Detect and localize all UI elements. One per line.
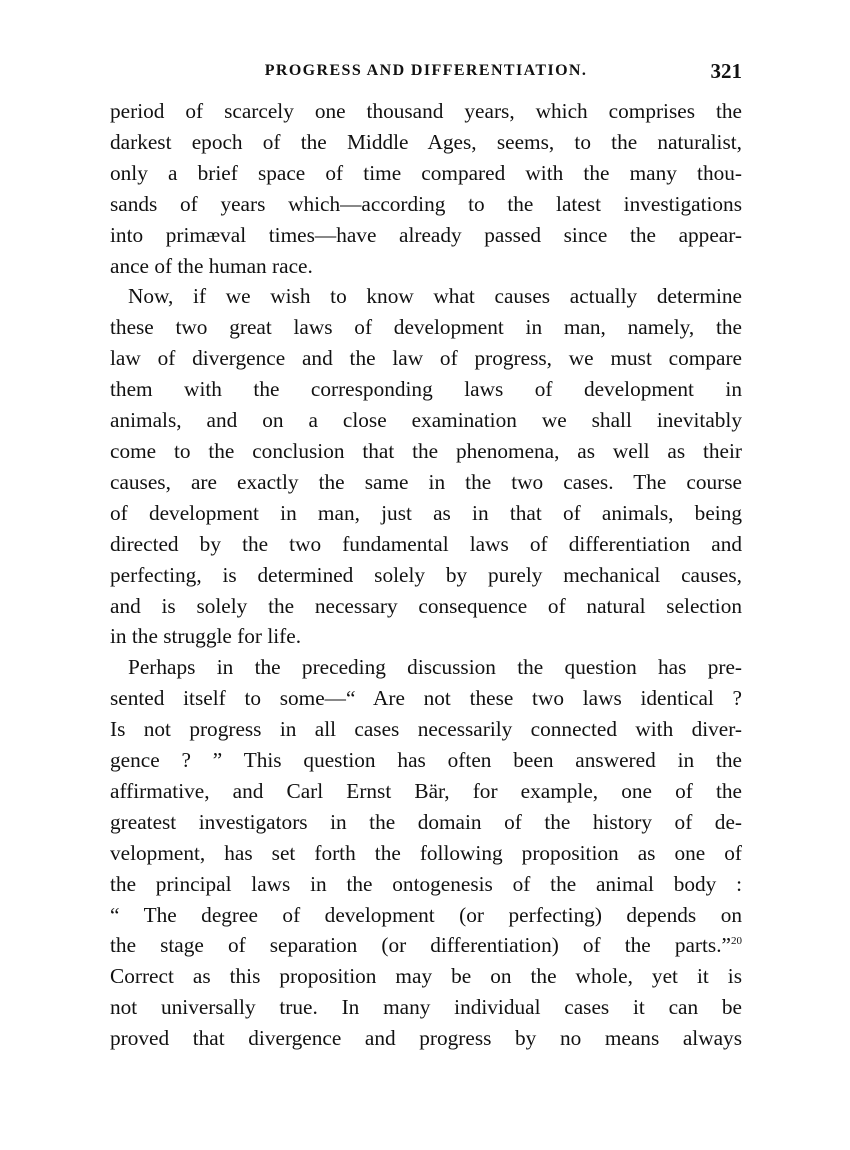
- paragraph-2: [110, 281, 742, 652]
- text-line: directed by the two fundamental laws of differentiation and: [110, 531, 742, 556]
- book-page: [110, 58, 742, 1054]
- text-line: of development in man, just as in that of animals, being: [110, 500, 742, 525]
- text-line: greatest investigators in the domain of the history of de-: [110, 809, 742, 834]
- text-line: period of scarcely one thousand years, which comprises the: [110, 99, 742, 123]
- text-line: Now, if we wish to know what causes actually determine: [128, 284, 742, 309]
- text-line: perfecting, is determined solely by purely mechanical causes,: [110, 562, 742, 587]
- footnote-reference: 20: [731, 935, 742, 948]
- text-line: them with the corresponding laws of development in: [110, 377, 742, 402]
- text-line: Correct as this proposition may be on the whole, yet it is: [110, 964, 742, 989]
- text-line: gence ? ” This question has often been answered in the: [110, 748, 742, 773]
- text-line: ance of the human race.: [110, 253, 313, 278]
- text-line: and is solely the necessary consequence of natural selection: [110, 593, 742, 618]
- text-line: only a brief space of time compared with the many thou-: [110, 160, 742, 185]
- text-line: velopment, has set forth the following proposition as one of: [110, 840, 742, 865]
- page-number: 321: [710, 59, 742, 83]
- text-line: these two great laws of development in man, namely, the: [110, 315, 742, 340]
- text-line: darkest epoch of the Middle Ages, seems, to the naturalist,: [110, 129, 742, 154]
- text-line: “ The degree of development (or perfecting) depends on: [110, 902, 742, 927]
- paragraph-3: [110, 652, 742, 1054]
- text-line-content: the stage of separation (or differentiation) of the parts.”: [110, 933, 731, 958]
- text-line: law of divergence and the law of progress, we must compare: [110, 346, 742, 371]
- text-line-with-footnote: [110, 930, 742, 961]
- text-line: sented itself to some—“ Are not these two laws identical ?: [110, 686, 742, 711]
- text-line: proved that divergence and progress by no means always: [110, 1026, 742, 1051]
- text-line: come to the conclusion that the phenomena, as well as their: [110, 438, 742, 463]
- text-line: causes, are exactly the same in the two cases. The course: [110, 469, 742, 494]
- text-line: the principal laws in the ontogenesis of the animal body :: [110, 871, 742, 896]
- running-header: [110, 58, 742, 88]
- running-title: PROGRESS AND DIFFERENTIATION.: [264, 62, 588, 79]
- text-line: in the struggle for life.: [110, 624, 302, 649]
- paragraph-1: [110, 96, 742, 281]
- text-line: Is not progress in all cases necessarily connected with diver-: [110, 717, 742, 742]
- text-line: affirmative, and Carl Ernst Bär, for example, one of the: [110, 778, 742, 803]
- text-line: animals, and on a close examination we shall inevitably: [110, 408, 742, 433]
- text-line: into primæval times—have already passed since the appear-: [110, 222, 742, 247]
- text-line: sands of years which—according to the latest investigations: [110, 191, 742, 216]
- text-line: Perhaps in the preceding discussion the question has pre-: [128, 655, 742, 680]
- text-line: not universally true. In many individual cases it can be: [110, 995, 742, 1020]
